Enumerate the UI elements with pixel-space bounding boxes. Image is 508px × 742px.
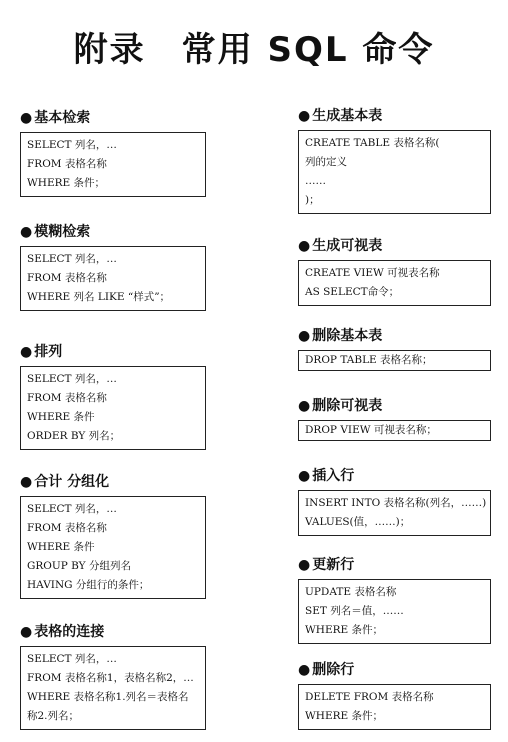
sql-line: SET 列名＝值，……	[305, 605, 404, 617]
section-drop-table	[298, 326, 491, 371]
section-heading: ● 合计 分组化	[20, 474, 110, 490]
sql-code-box	[20, 366, 206, 450]
bullet-icon: ●	[298, 557, 311, 573]
sql-line: SELECT 列名，…	[27, 253, 117, 265]
section-heading: ● 删除行	[298, 662, 355, 678]
sql-line: FROM 表格名称1，表格名称2，…	[27, 672, 194, 684]
sql-code-box	[20, 496, 206, 599]
bullet-icon: ●	[298, 468, 311, 484]
bullet-icon: ●	[298, 108, 311, 124]
sql-code-box	[298, 260, 491, 306]
sql-code-box	[298, 420, 491, 441]
sql-line: DROP VIEW 可视表名称；	[305, 424, 437, 436]
section-heading: ● 插入行	[298, 468, 355, 484]
sql-line: CREATE TABLE 表格名称(	[305, 137, 440, 149]
bullet-icon: ●	[20, 474, 33, 490]
section-heading: ● 生成可视表	[298, 238, 383, 254]
sql-line: INSERT INTO 表格名称(列名，……)	[305, 497, 487, 509]
sql-line: 列的定义	[305, 156, 347, 168]
sql-line: FROM 表格名称	[27, 158, 107, 170]
section-heading: ● 生成基本表	[298, 108, 383, 124]
bullet-icon: ●	[298, 398, 311, 414]
sql-line: SELECT 列名，…	[27, 653, 117, 665]
section-heading: ● 表格的连接	[20, 624, 105, 640]
sql-line: CREATE VIEW 可视表名称	[305, 267, 440, 279]
bullet-icon: ●	[20, 110, 33, 126]
sql-code-box	[298, 130, 491, 214]
sql-line: 称2.列名；	[27, 710, 80, 722]
section-order	[20, 342, 206, 450]
sql-line: VALUES(值，……)；	[305, 516, 411, 528]
sql-line: UPDATE 表格名称	[305, 586, 397, 598]
sql-line: WHERE 条件；	[305, 624, 384, 636]
section-join	[20, 622, 206, 730]
section-basic-search	[20, 108, 206, 197]
bullet-icon: ●	[298, 328, 311, 344]
sql-line: DELETE FROM 表格名称	[305, 691, 434, 703]
sql-code-box	[298, 579, 491, 644]
page-title: 附录 常用 SQL 命令	[73, 30, 435, 70]
sql-code-box	[20, 646, 206, 730]
sql-code-box	[298, 350, 491, 371]
sql-line: WHERE 表格名称1.列名＝表格名	[27, 691, 189, 703]
section-heading: ● 删除基本表	[298, 328, 383, 344]
sql-line: DROP TABLE 表格名称；	[305, 354, 433, 366]
sql-line: )；	[305, 194, 320, 206]
sql-line: WHERE 条件；	[305, 710, 384, 722]
section-heading: ● 基本检索	[20, 110, 91, 126]
bullet-icon: ●	[20, 344, 33, 360]
sql-line: SELECT 列名，…	[27, 373, 117, 385]
section-create-table	[298, 106, 491, 214]
sql-line: HAVING 分组行的条件；	[27, 579, 150, 591]
sql-line: GROUP BY 分组列名	[27, 560, 131, 572]
section-delete	[298, 660, 491, 730]
bullet-icon: ●	[298, 238, 311, 254]
section-heading: ● 模糊检索	[20, 224, 91, 240]
section-fuzzy-search	[20, 222, 206, 311]
sql-line: AS SELECT命令；	[305, 286, 400, 298]
bullet-icon: ●	[298, 662, 311, 678]
sql-code-box	[20, 246, 206, 311]
section-drop-view	[298, 396, 491, 441]
sql-line: WHERE 条件；	[27, 177, 106, 189]
bullet-icon: ●	[20, 624, 33, 640]
sql-line: FROM 表格名称	[27, 392, 107, 404]
sql-line: FROM 表格名称	[27, 522, 107, 534]
section-group	[20, 472, 206, 599]
sql-line: WHERE 条件	[27, 541, 95, 553]
bullet-icon: ●	[20, 224, 33, 240]
section-heading: ● 排列	[20, 344, 63, 360]
sql-code-box	[20, 132, 206, 197]
sql-line: WHERE 列名 LIKE “样式”；	[27, 291, 171, 303]
section-heading: ● 删除可视表	[298, 398, 383, 414]
sql-code-box	[298, 490, 491, 536]
sql-line: SELECT 列名，…	[27, 503, 117, 515]
section-update	[298, 555, 491, 644]
section-heading: ● 更新行	[298, 557, 355, 573]
section-create-view	[298, 236, 491, 306]
sql-line: ……	[305, 175, 326, 187]
sql-line: WHERE 条件	[27, 411, 95, 423]
sql-code-box	[298, 684, 491, 730]
sql-line: FROM 表格名称	[27, 272, 107, 284]
sql-line: SELECT 列名，…	[27, 139, 117, 151]
section-insert	[298, 466, 491, 536]
sql-line: ORDER BY 列名；	[27, 430, 121, 442]
